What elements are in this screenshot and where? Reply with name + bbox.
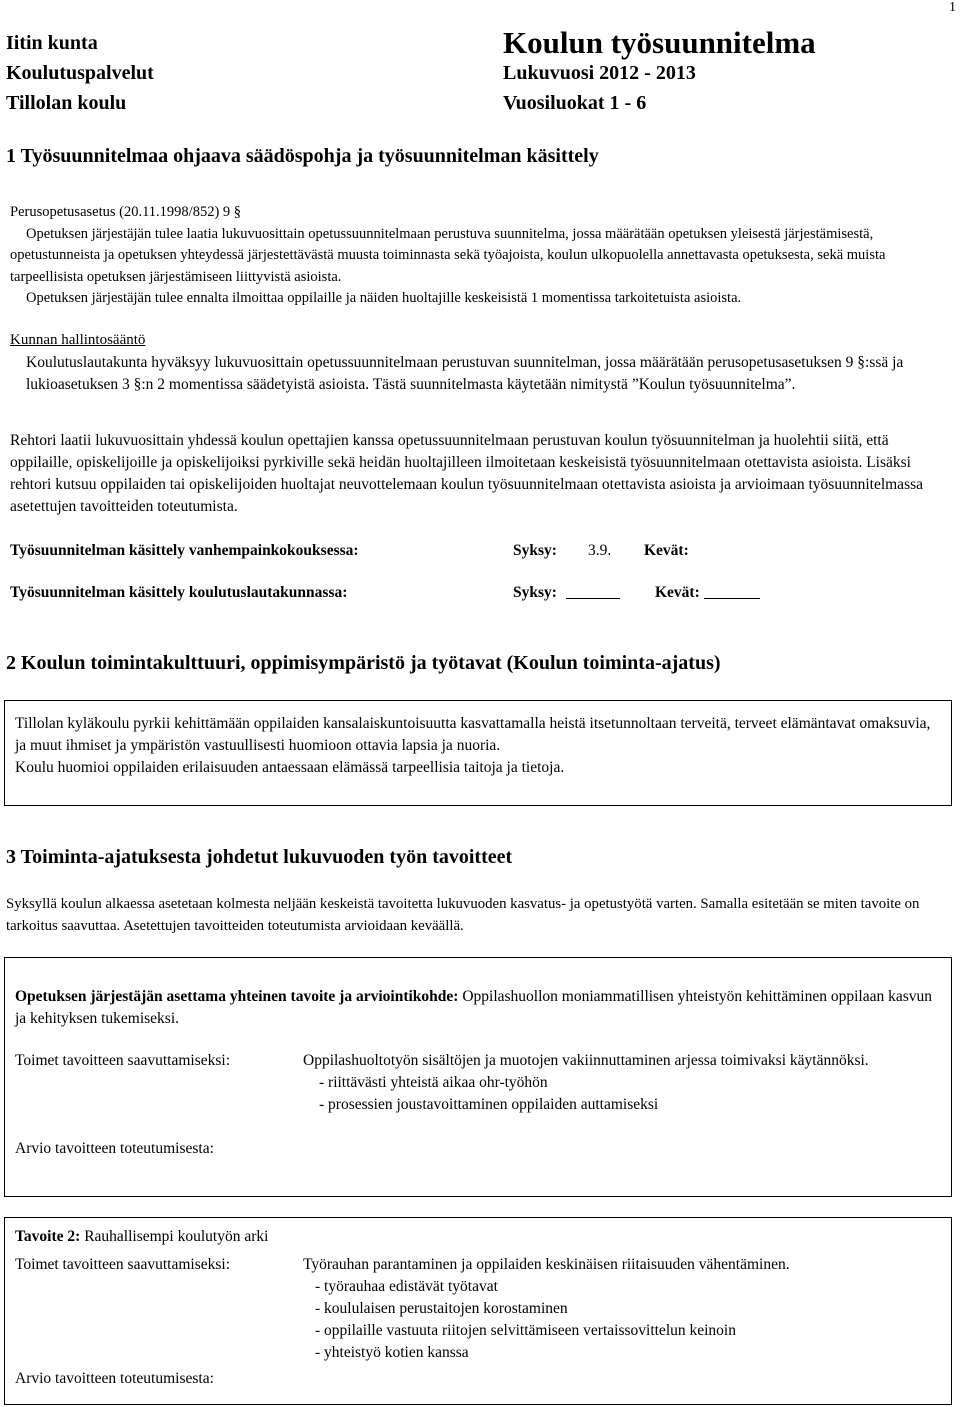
goal2-actions-content: [303, 1254, 943, 1364]
goal2-action-item: - koululaisen perustaitojen korostaminen: [315, 1300, 568, 1317]
decree-paragraph-2: Opetuksen järjestäjän tulee ennalta ilmoittaa oppilaille ja näiden huoltajille keskeisistä 1 momentissa tarkoitetuista asioista.: [26, 290, 742, 306]
parents-autumn-value: 3.9.: [588, 542, 612, 559]
parents-meeting-label: Työsuunnitelman käsittely vanhempainkokouksessa:: [10, 542, 359, 559]
goal2-action-item: - oppilaille vastuuta riitojen selvittämiseen vertaissovittelun keinoin: [315, 1322, 736, 1339]
principal-paragraph: Rehtori laatii lukuvuosittain yhdessä koulun opettajien kanssa opetussuunnitelmaan perustuvan koulun työsuunnitelman ja huolehtii siitä, että oppilaille, opiskelijoille ja opiskelijoiksi pyrkiville sekä heidän huoltajilleen ilmoitetaan keskeisistä työsuunnitelmaan otettavista asioista. Lisäksi rehtori kutsuu oppilaiden tai opiskelijoiden huoltajat neuvottelemaan koulun työsuunnitelmaan otettavista asioista ja arvioimaan työsuunnitelmassa asetettujen tavoitteiden toteutumista.: [10, 432, 924, 515]
department: Koulutuspalvelut: [6, 62, 154, 84]
decree-paragraph-1: Opetuksen järjestäjän tulee laatia lukuvuosittain opetussuunnitelmaan perustuva suunnitelma, jossa määrätään opetuksen yleisestä järjestämisestä, opetustunneista ja opetuksen yhteydessä järjestettävästä muusta toiminnasta sekä työajoista, koulun ulkopuolella annettavasta opetuksesta, sekä muista tarpeellisista opetuksen järjestämiseen liittyvistä asioista.: [10, 225, 886, 285]
section1-heading: 1 Työsuunnitelmaa ohjaava säädöspohja ja työsuunnitelman käsittely: [6, 145, 599, 167]
board-autumn-label: Syksy:: [513, 584, 557, 601]
goal1-action-item: - prosessien joustavoittaminen oppilaiden auttamiseksi: [319, 1096, 659, 1113]
goal1-title: Opetuksen järjestäjän asettama yhteinen tavoite ja arviointikohde:: [15, 988, 459, 1005]
board-spring-label: Kevät:: [655, 584, 700, 601]
board-label: Työsuunnitelman käsittely koulutuslautakunnassa:: [10, 584, 348, 601]
goal2-actions-main: Työrauhan parantaminen ja oppilaiden keskinäisen riitaisuuden vähentäminen.: [303, 1256, 790, 1273]
goal1-actions-main: Oppilashuoltotyön sisältöjen ja muotojen vakiinnuttaminen arjessa toimivaksi käytännöksi.: [303, 1052, 869, 1069]
goal2-actions: [15, 1254, 943, 1364]
parents-meeting-row: [10, 540, 940, 564]
goal1-header: [15, 986, 943, 1030]
goal1-actions-content: [303, 1050, 943, 1116]
section2-box-text-2: Koulu huomioi oppilaiden erilaisuuden antaessaan elämässä tarpeellisia taitoja ja tietoja.: [15, 759, 565, 776]
section2-box-text: Tillolan kyläkoulu pyrkii kehittämään oppilaiden kansalaiskuntoisuutta kasvattamalla heistä itsetunnoltaan terveitä, terveet elämäntavat omaksuvia, ja muut ihmiset ja ympäristön vastuullisesti huomioon ottavia lapsia ja nuoria.: [15, 715, 931, 754]
goal1-box: [4, 957, 952, 1197]
page-number: 1: [949, 0, 956, 15]
regulation-text: Koulutuslautakunta hyväksyy lukuvuosittain opetussuunnitelmaan perustuvan suunnitelman, jossa määrätään perusopetusasetuksen 9 §:ssä ja lukioasetuksen 3 §:n 2 momentissa säädetyistä asioista. Tästä suunnitelmasta käytetään nimitystä ”Koulun työsuunnitelma”.: [26, 353, 904, 393]
goal1-actions: [15, 1050, 943, 1116]
goal2-text: Rauhallisempi koulutyön arki: [84, 1228, 269, 1245]
board-spring-blank: [704, 584, 760, 599]
municipality: Iitin kunta: [6, 32, 98, 54]
goal1-actions-label: Toimet tavoitteen saavuttamiseksi:: [15, 1052, 231, 1069]
school-year: Lukuvuosi 2012 - 2013: [503, 62, 696, 84]
goal2-header: [15, 1226, 943, 1248]
document-title: Koulun työsuunnitelma: [503, 25, 816, 60]
section1-decree-block: [10, 202, 938, 310]
section2-box: [4, 700, 952, 806]
goal1-text: Oppilashuollon moniammatillisen yhteistyön kehittäminen oppilaan kasvun ja kehityksen tukemiseksi.: [15, 988, 932, 1027]
school-name: Tillolan koulu: [6, 92, 127, 114]
header-left: [6, 28, 154, 118]
goal2-evaluation-label: Arvio tavoitteen toteutumisesta:: [15, 1370, 214, 1387]
goal1-action-item: - riittävästi yhteistä aikaa ohr-työhön: [319, 1074, 548, 1091]
regulation-title: Kunnan hallintosääntö: [10, 332, 146, 348]
section3-intro: Syksyllä koulun alkaessa asetetaan kolmesta neljään keskeistä tavoitetta lukuvuoden kasvatus- ja opetustyötä varten. Samalla esitetään se miten tavoite on tarkoitus saavuttaa. Asetettujen tavoitteiden toteutumista arvioidaan keväällä.: [6, 896, 920, 934]
decree-title: Perusopetusasetus (20.11.1998/852) 9 §: [10, 204, 242, 220]
goal2-title: Tavoite 2:: [15, 1228, 81, 1245]
regulation-block: [10, 330, 938, 396]
header-right: [503, 25, 816, 118]
grades: Vuosiluokat 1 - 6: [503, 92, 647, 114]
goal2-action-item: - työrauhaa edistävät työtavat: [315, 1278, 498, 1295]
parents-autumn-label: Syksy:: [513, 542, 557, 559]
section3-heading: 3 Toiminta-ajatuksesta johdetut lukuvuoden työn tavoitteet: [6, 846, 513, 868]
goal2-actions-label: Toimet tavoitteen saavuttamiseksi:: [15, 1256, 231, 1273]
goal1-evaluation-label: Arvio tavoitteen toteutumisesta:: [15, 1140, 214, 1157]
goal2-action-item: - yhteistyö kotien kanssa: [315, 1344, 469, 1361]
board-autumn-blank: [566, 584, 620, 599]
parents-spring-label: Kevät:: [644, 542, 689, 559]
section2-heading: 2 Koulun toimintakulttuuri, oppimisympäristö ja työtavat (Koulun toiminta-ajatus): [6, 652, 721, 674]
goal2-box: [4, 1217, 952, 1405]
board-row: [10, 582, 940, 606]
